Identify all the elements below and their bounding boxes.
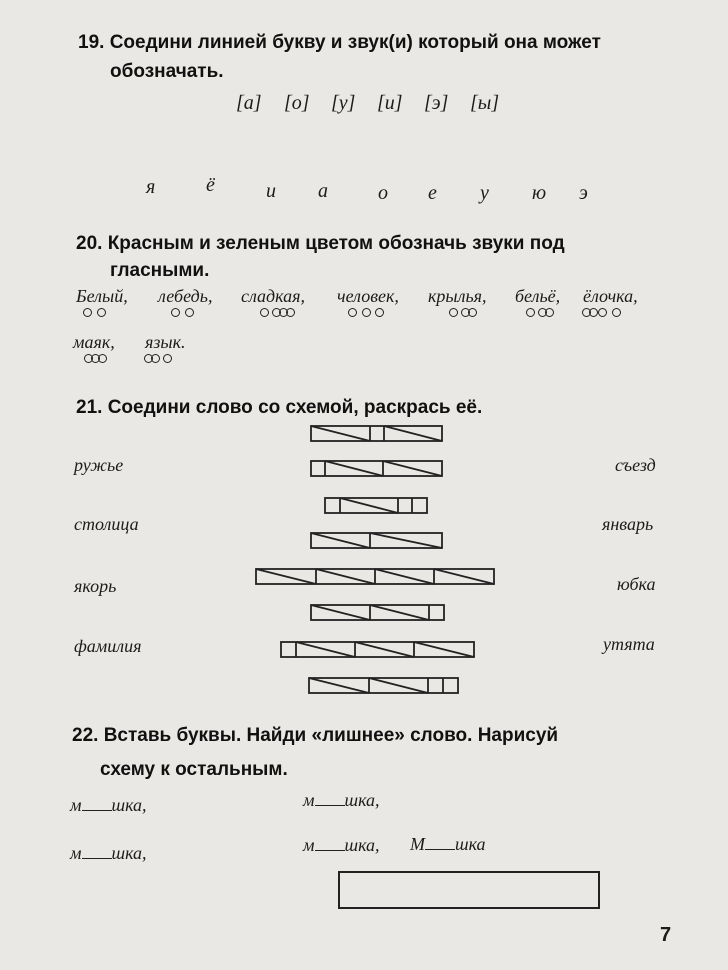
letter-i: и — [266, 180, 276, 202]
scheme-answer-box[interactable] — [338, 871, 600, 909]
fill-in-word-1: м шка, — [70, 795, 147, 815]
fill-in-word-4: м шка, — [303, 835, 380, 855]
word-sladkaya: сладкая, — [241, 286, 305, 307]
fill-in-word-5: М шка — [410, 834, 486, 854]
left-word-ruzhe: ружье — [74, 455, 124, 475]
word-yolochka: ёлочка, — [583, 286, 638, 307]
scheme-1 — [311, 426, 442, 441]
letter-e: е — [428, 182, 437, 204]
scheme-2 — [311, 461, 442, 476]
blank-field[interactable] — [82, 844, 112, 859]
letter-a: а — [318, 180, 328, 202]
scheme-7 — [281, 642, 474, 657]
sound-i: [и] — [377, 92, 403, 114]
task21-title: 21. Соедини слово со схемой, раскрась её. — [76, 397, 483, 418]
left-word-yakor: якорь — [74, 576, 117, 596]
right-word-yanvar: январь — [602, 514, 654, 534]
sound-e: [э] — [424, 92, 449, 114]
task19-title-line2: обозначать. — [110, 61, 224, 82]
scheme-3 — [325, 498, 427, 513]
sound-a: [а] — [236, 92, 262, 114]
sound-u: [у] — [331, 92, 356, 114]
scheme-4 — [311, 533, 442, 548]
letter-yu: ю — [532, 182, 547, 204]
page-number: 7 — [660, 924, 672, 946]
blank-field[interactable] — [82, 796, 112, 811]
word-belyo: бельё, — [515, 286, 560, 307]
task22-title-line2: схему к остальным. — [100, 759, 288, 780]
fill-in-word-3: м шка, — [70, 843, 147, 863]
right-word-sezd: съезд — [615, 455, 656, 475]
letter-u: у — [480, 182, 489, 204]
blank-field[interactable] — [315, 836, 345, 851]
word-mayak: маяк, — [73, 332, 115, 353]
letter-yo: ё — [206, 174, 215, 196]
task19-title-line1: 19. Соедини линией букву и звук(и) который она может — [78, 32, 601, 53]
task20-title-line2: гласными. — [110, 260, 210, 281]
right-word-utyata: утята — [603, 634, 655, 654]
word-yazyk: язык. — [145, 332, 186, 353]
sound-o: [о] — [284, 92, 310, 114]
word-chelovek: человек, — [337, 286, 399, 307]
scheme-8 — [309, 678, 458, 693]
right-word-yubka: юбка — [617, 574, 656, 594]
word-lebed: лебедь, — [158, 286, 212, 307]
scheme-6 — [311, 605, 444, 620]
task22-title-line1: 22. Вставь буквы. Найди «лишнее» слово. Нарисуй — [72, 725, 559, 746]
fill-in-word-2: м шка, — [303, 790, 380, 810]
letter-o: о — [378, 182, 388, 204]
blank-field[interactable] — [315, 791, 345, 806]
task20-title-line1: 20. Красным и зеленым цветом обозначь звуки под — [76, 233, 565, 254]
letter-e-reversed: э — [579, 182, 588, 204]
sound-y: [ы] — [470, 92, 500, 114]
scheme-5 — [256, 569, 494, 584]
blank-field[interactable] — [425, 835, 455, 850]
word-belyj: Белый, — [76, 286, 128, 307]
left-word-stolica: столица — [74, 514, 139, 534]
word-krylya: крылья, — [428, 286, 487, 307]
letter-ya: я — [146, 176, 156, 198]
left-word-familiya: фамилия — [74, 636, 142, 656]
